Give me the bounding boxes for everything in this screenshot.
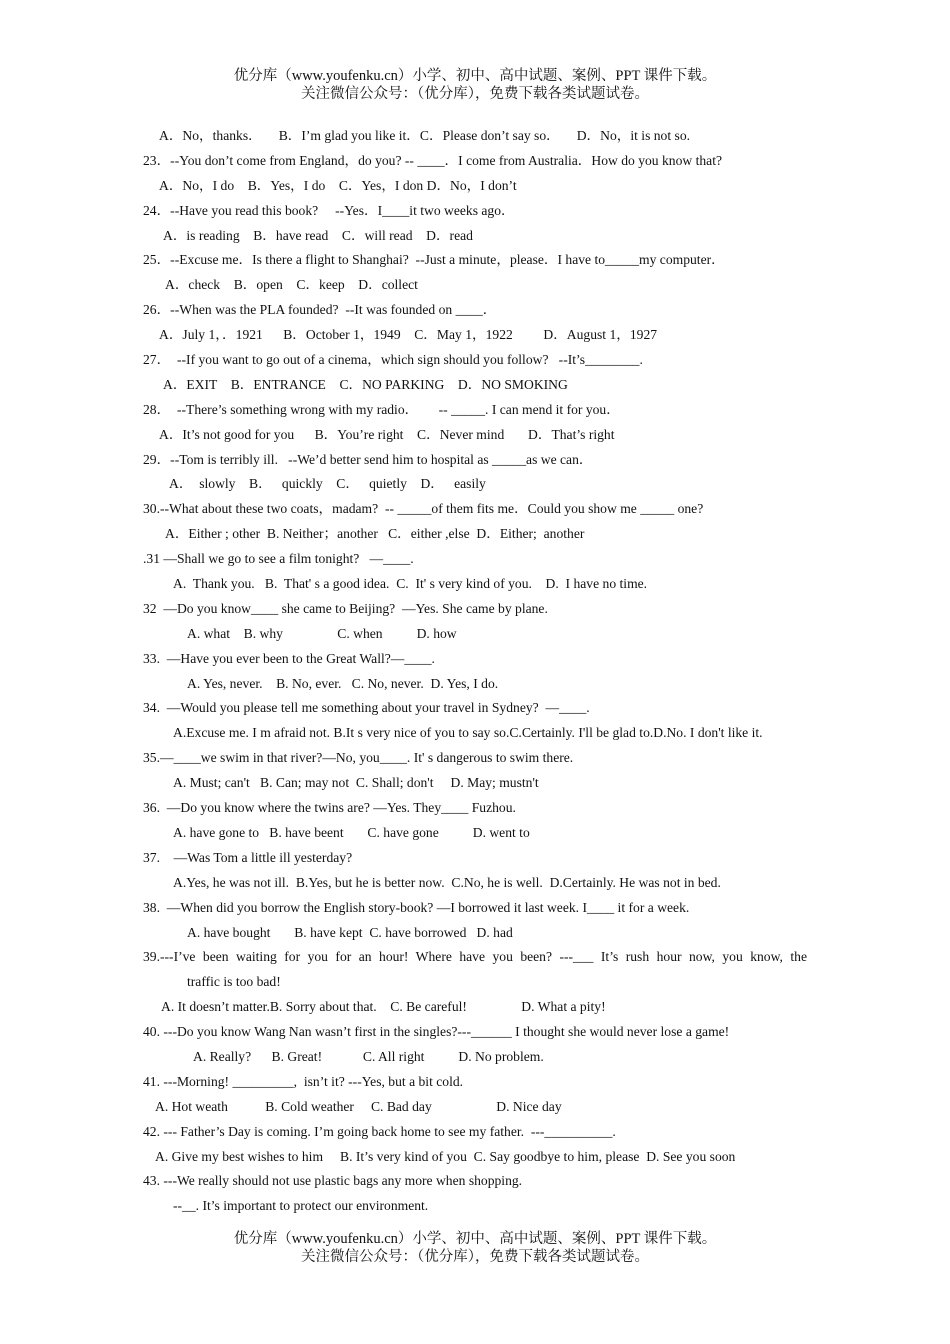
text-line: A． slowly B． quickly C． quietly D． easily (169, 476, 486, 492)
text-line: A. Thank you. B. That' s a good idea. C. It' s very kind of you. D. I have no time. (173, 576, 648, 592)
text-line: 39.---I’ve been waiting for you for an hour! Where have you been? ---___ It’s rush hour now, you know, the (143, 949, 807, 965)
text-line: 25．--Excuse me．Is there a flight to Shanghai? --Just a minute，please．I have to_____my computer． (143, 252, 725, 268)
text-line: A. Hot weath B. Cold weather C. Bad day D. Nice day (155, 1098, 562, 1114)
text-line: 41. ---Morning! _________, isn’t it? ---Yes, but a bit cold. (143, 1073, 464, 1089)
text-line: A. Yes, never. B. No, ever. C. No, never. D. Yes, I do. (187, 675, 499, 691)
text-line: .31 —Shall we go to see a film tonight? —____. (143, 551, 414, 567)
text-line: A. what B. why C. when D. how (187, 625, 457, 641)
text-line: 40. ---Do you know Wang Nan wasn’t first in the singles?---______ I thought she would never lose a game! (143, 1024, 730, 1040)
text-line: 38. —When did you borrow the English story-book? —I borrowed it last week. I____ it for a week. (143, 899, 690, 915)
text-line: 27． --If you want to go out of a cinema，which sign should you follow? --It’s________. (143, 352, 643, 368)
text-line: A. have gone to B. have beent C. have gone D. went to (173, 824, 530, 840)
question-list (143, 124, 807, 1219)
text-line: 28． --There’s something wrong with my radio． -- _____. I can mend it for you． (143, 401, 620, 417)
text-line: A. It doesn’t matter.B. Sorry about that. C. Be careful! D. What a pity! (161, 999, 606, 1015)
text-line: 36. —Do you know where the twins are? —Yes. They____ Fuzhou. (143, 800, 516, 816)
text-line: A．It’s not good for you B．You’re right C．Never mind D．That’s right (159, 426, 615, 442)
text-line: 32 —Do you know____ she came to Beijing? —Yes. She came by plane. (143, 600, 548, 616)
text-line: 42. --- Father’s Day is coming. I’m going back home to see my father. ---__________. (143, 1123, 616, 1139)
text-line: 37. —Was Tom a little ill yesterday? (143, 849, 353, 865)
text-line: A. Really? B. Great! C. All right D. No problem. (193, 1048, 544, 1064)
text-line: 34. —Would you please tell me something about your travel in Sydney? —____. (143, 700, 590, 716)
text-line: A．check B．open C．keep D．collect (165, 277, 418, 293)
text-line: A．Either ; other B. Neither；another C．either ,else D．Either; another (165, 526, 585, 542)
footer-line-2: 关注微信公众号：（优分库），免费下载各类试题试卷。 (301, 1249, 649, 1265)
text-line: --__. It’s important to protect our environment. (173, 1198, 429, 1214)
text-line: A．EXIT B．ENTRANCE C．NO PARKING D．NO SMOKING (163, 376, 568, 392)
text-line: traffic is too bad! (187, 974, 281, 990)
text-line: 35.—____we swim in that river?—No, you____. It' s dangerous to swim there. (143, 750, 574, 766)
text-line: 23．--You don’t come from England，do you? -- ____．I come from Australia．How do you know that? (143, 152, 723, 168)
text-line: A.Yes, he was not ill. B.Yes, but he is better now. C.No, he is well. D.Certainly. He was not in bed. (173, 874, 721, 890)
text-line: A．No，thanks． B．I’m glad you like it．C．Please don’t say so． D．No，it is not so. (159, 128, 691, 143)
page-header (0, 67, 950, 103)
text-line: A. Must; can't B. Can; may not C. Shall; don't D. May; mustn't (173, 775, 539, 791)
text-line: A．No，I do B．Yes，I do C．Yes，I don D．No，I don’t (159, 177, 517, 193)
text-line: 24．--Have you read this book? --Yes．I____it two weeks ago． (143, 202, 515, 218)
text-line: A．July 1，．1921 B．October 1，1949 C．May 1，1922 D．August 1，1927 (159, 327, 658, 343)
text-line: 29．--Tom is terribly ill. --We’d better send him to hospital as _____as we can． (143, 451, 593, 467)
text-line: A. Give my best wishes to him B. It’s very kind of you C. Say goodbye to him, please D. See you soon (155, 1148, 736, 1164)
page-footer (0, 1230, 950, 1266)
text-line: 26．--When was the PLA founded? --It was founded on ____． (143, 302, 497, 318)
text-line: 33. —Have you ever been to the Great Wall?—____. (143, 650, 435, 666)
text-line: 43. ---We really should not use plastic bags any more when shopping. (143, 1173, 523, 1189)
text-line: A．is reading B．have read C．will read D．read (163, 227, 473, 243)
footer-line-1: 优分库（www.youfenku.cn）小学、初中、高中试题、案例、PPT 课件下载。 (233, 1231, 717, 1247)
text-line: 30.--What about these two coats，madam? -- _____of them fits me．Could you show me _____ one? (143, 501, 704, 517)
text-line: A. have bought B. have kept C. have borrowed D. had (187, 924, 513, 940)
header-line-1: 优分库（www.youfenku.cn）小学、初中、高中试题、案例、PPT 课件下载。 (233, 68, 717, 84)
text-line: A.Excuse me. I m afraid not. B.It s very nice of you to say so.C.Certainly. I'll be glad to.D.No. I don't like it. (173, 725, 763, 741)
header-line-2: 关注微信公众号：（优分库），免费下载各类试题试卷。 (301, 86, 649, 102)
